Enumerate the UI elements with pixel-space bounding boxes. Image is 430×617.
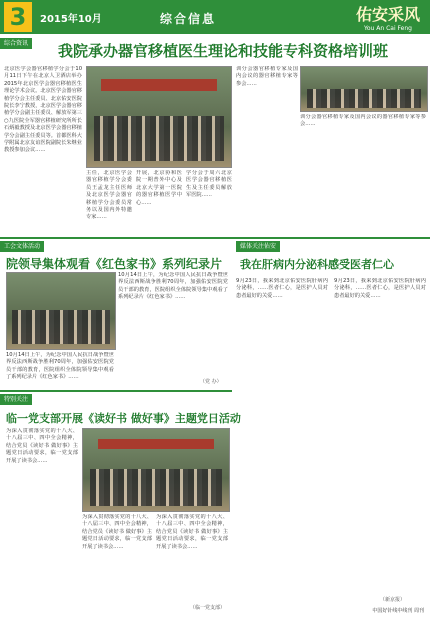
article3-author: （临一党支部）	[190, 605, 226, 611]
issue-date: 2015年10月	[40, 14, 102, 25]
article2-body-cont: 10月14日上午，为纪念中国人民抗日战争暨世界反法西斯战争胜利70周年，加强佑安医院党员干部的教育，医院组织全体院领导集中观看了系列纪录片《红色家书》……	[6, 352, 114, 381]
article3-photo	[82, 428, 230, 512]
article4-col2: 9月23日，我来到北京佑安医院肝病内分泌科，……医者仁心，是医护人员对患者最好的关爱……	[334, 278, 426, 299]
article2-tag: 工会文体活动	[0, 241, 44, 252]
article2-body: 10月14日上午，为纪念中国人民抗日战争暨世界反法西斯战争胜利70周年，加强佑安医院党员干部的教育，医院组织全体院领导集中观看了系列纪录片《红色家书》……	[118, 272, 228, 301]
article2-photo	[6, 272, 116, 350]
divider-rule-2	[0, 390, 232, 392]
divider-rule	[0, 237, 430, 239]
article4-tag: 媒体关注佑安	[236, 241, 280, 252]
article1-headline: 我院承办器官移植医生理论和技能专科资格培训班	[58, 42, 389, 60]
article1-col3: 开展，北京协和医院一期普外中心及北京大学第一医院的器官移植医学中心……	[136, 170, 182, 206]
photo-people	[12, 310, 109, 344]
article1-col2: 主任，北京医学会器官移植学分会委员王孟龙主任医师及北京医学会器官移植学分会委员常务以及国内外特邀专家……	[86, 170, 132, 221]
article3-tag: 特别关注	[0, 394, 32, 405]
section-title: 综合信息	[160, 12, 217, 26]
photo-banner	[98, 439, 215, 449]
logo-chinese: 佑安采风	[355, 5, 420, 24]
article1-col5: 训分会器官移植专家及国内会议的器官移植专家等参会……	[236, 66, 298, 87]
page-footer: 中国好针线中线刊 周刊	[372, 608, 424, 614]
logo-english: You An Cai Feng	[364, 25, 412, 32]
article3-headline: 临一党支部开展《读好书 做好事》主题党日活动	[6, 412, 241, 425]
article4-author: （新京报）	[380, 597, 406, 603]
article3-col3: 为深入贯彻落实党的十八大、十八届三中、四中全会精神，结合党员《读好书 做好事》主题党日活动要求，临一党支部开展了读书会……	[156, 514, 228, 550]
photo-banner	[101, 79, 216, 91]
conference-photo	[86, 66, 232, 168]
photo-people	[307, 89, 420, 109]
photo-people	[90, 469, 221, 506]
article4-headline: 我在肝病内分泌科感受医者仁心	[240, 258, 394, 271]
photo-people	[94, 116, 224, 161]
issue-number: 3	[4, 2, 32, 32]
article1-tag: 综合资讯	[0, 38, 32, 49]
article3-col1: 为深入贯彻落实党的十八大、十八届三中、四中全会精神，结合党员《读好书 做好事》主题党日活动要求，临一党支部开展了读书会……	[6, 428, 78, 464]
article2-author: （党 办）	[200, 379, 222, 385]
article1-col4: 学分会于周六北京医学会器官移植医生及主任委员解放军医院……	[186, 170, 232, 199]
article3-col2: 为深入贯彻落实党的十八大、十八届三中、四中全会精神，结合党员《读好书 做好事》主题党日活动要求，临一党支部开展了读书会……	[82, 514, 152, 550]
masthead	[0, 0, 430, 34]
article2-headline: 院领导集体观看《红色家书》系列纪录片	[6, 257, 223, 271]
logo	[356, 2, 420, 32]
article4-col1: 9月23日，我来到北京佑安医院肝病内分泌科，……医者仁心，是医护人员对患者最好的关爱……	[236, 278, 328, 299]
article1-photo-right	[300, 66, 428, 112]
article1-col1: 北京医学会器官移植学分会于10月11日下午在北京人卫酒店举办2015年北京医学会器官移植医生理论学术会议。北京医学会器官移植学分会主任委员、北京佑安医院院长李宁教授，北京医学会器官移植学分会副主任委员、解放军第三○九医院全军器官移植研究所所长石炳毅教授及北京医学会器官移植学分会副主任委员等。首都医科大学附属北京友谊医院副院长朱继业教授参加会议……	[4, 66, 82, 154]
article1-col6: 训分会器官移植专家及国内会议的器官移植专家等参会……	[300, 114, 426, 128]
